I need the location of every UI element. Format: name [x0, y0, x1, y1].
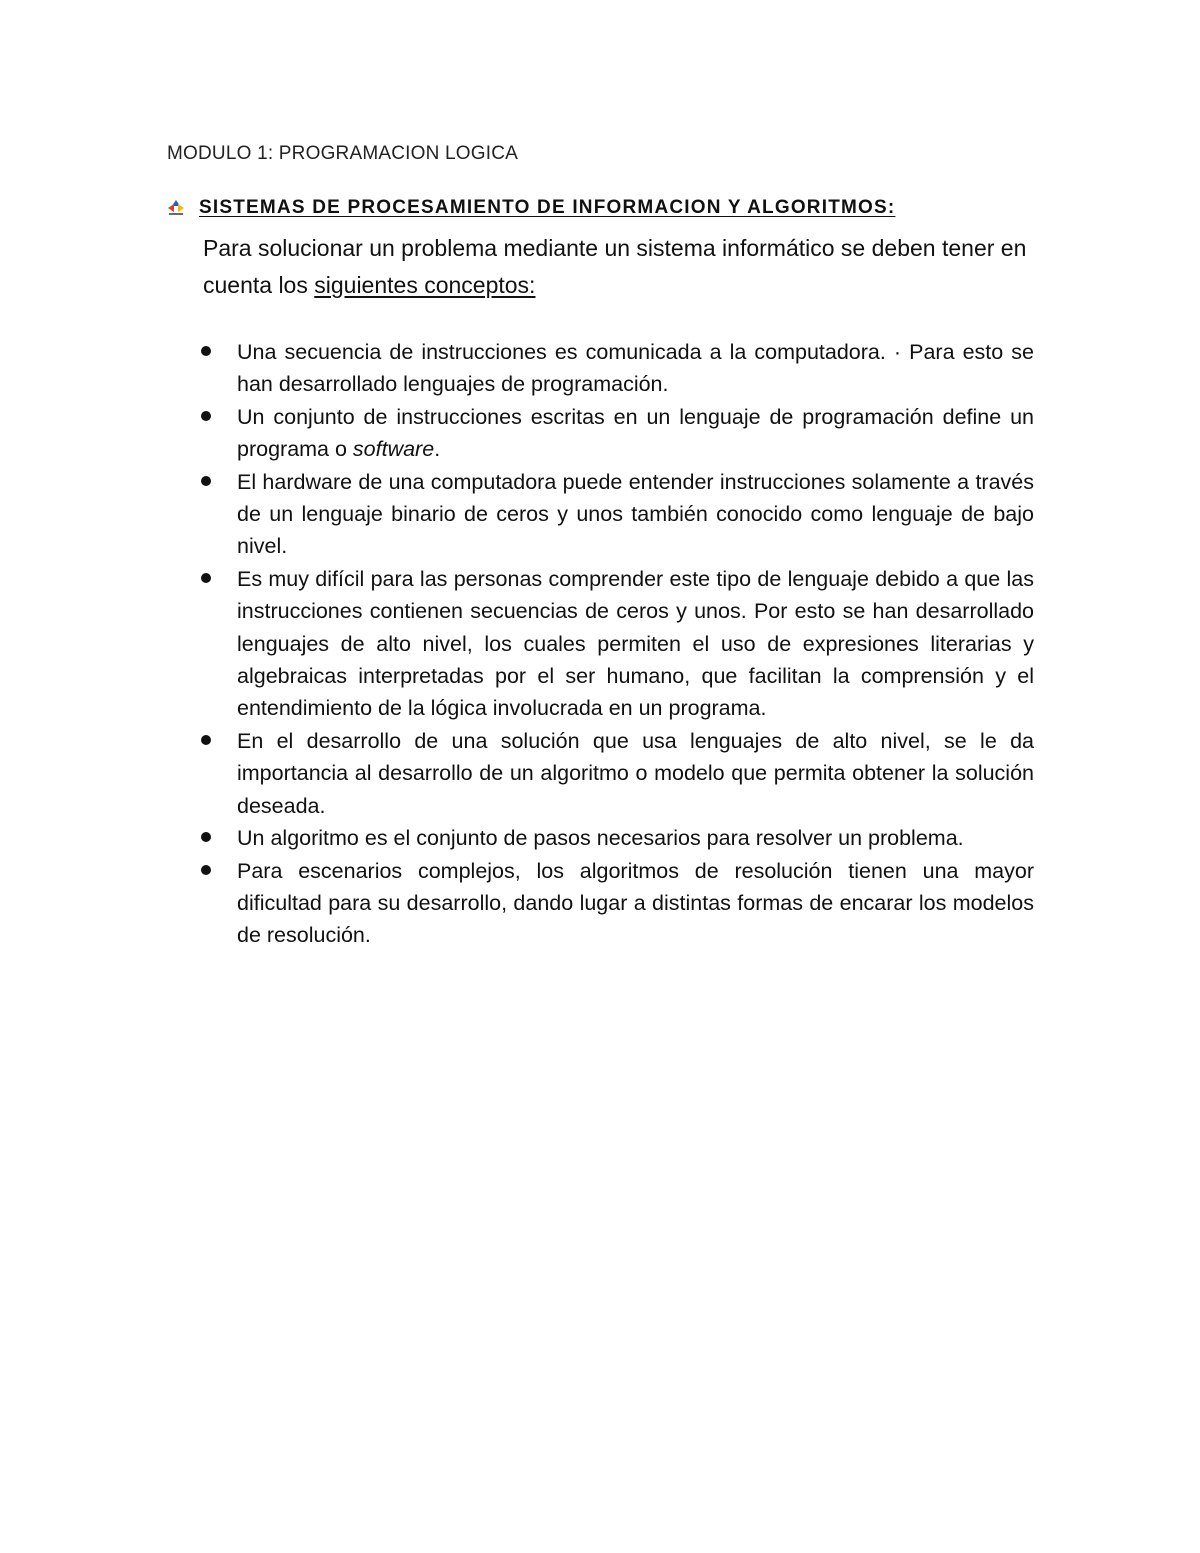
list-item-text: Es muy difícil para las personas comprender este tipo de lenguaje debido a que las instrucciones contienen secuencias de ceros y unos. Por esto se han desarrollado lenguajes de alto nivel, los cuales permiten el uso de expresiones literarias y algebraicas interpretadas por el ser humano, que facilitan la comprensión y el entendimiento de la lógica involucrada en un programa. [237, 566, 1034, 721]
list-item-text-end: . [434, 437, 441, 462]
intro-underlined-text: siguientes conceptos: [314, 272, 536, 298]
bullet-dot-icon [201, 735, 211, 745]
section-heading-text: SISTEMAS DE PROCESAMIENTO DE INFORMACION Y ALGORITMOS: [199, 197, 896, 218]
bullet-dot-icon [201, 476, 211, 486]
intro-text: Para solucionar un problema mediante un sistema informático se deben tener en cuenta los [203, 235, 1027, 298]
section-heading [167, 197, 895, 219]
bullet-dot-icon [201, 832, 211, 842]
arrow-bullet-icon [167, 199, 185, 217]
intro-paragraph [203, 230, 1043, 304]
list-item-text: Un algoritmo es el conjunto de pasos necesarios para resolver un problema. [237, 826, 964, 851]
bullet-dot-icon [201, 865, 211, 875]
concepts-list [198, 336, 1034, 952]
bullet-dot-icon [201, 411, 211, 421]
list-item [198, 336, 1034, 401]
list-item-text [237, 401, 1034, 466]
list-item-text-start: Un conjunto de instrucciones escritas en un lenguaje de programación define un programa o [237, 404, 1034, 462]
list-item [198, 466, 1034, 563]
list-item-text: El hardware de una computadora puede entender instrucciones solamente a través de un lenguaje binario de ceros y unos también conocido como lenguaje de bajo nivel. [237, 469, 1034, 559]
module-title: MODULO 1: PROGRAMACION LOGICA [167, 143, 519, 164]
list-item [198, 725, 1034, 822]
bullet-dot-icon [201, 346, 211, 356]
list-item [198, 855, 1034, 952]
list-item [198, 563, 1034, 725]
list-item-text: En el desarrollo de una solución que usa lenguajes de alto nivel, se le da importancia al desarrollo de un algoritmo o modelo que permita obtener la solución deseada. [237, 728, 1034, 818]
list-item-text: Una secuencia de instrucciones es comunicada a la computadora. · Para esto se han desarrollado lenguajes de programación. [237, 340, 1034, 397]
list-item [198, 822, 1034, 854]
bullet-dot-icon [201, 573, 211, 583]
list-item-text: Para escenarios complejos, los algoritmos de resolución tienen una mayor dificultad para su desarrollo, dando lugar a distintas formas de encarar los modelos de resolución. [237, 858, 1034, 948]
list-item-italic-term: software [352, 437, 435, 462]
list-item [198, 401, 1034, 466]
